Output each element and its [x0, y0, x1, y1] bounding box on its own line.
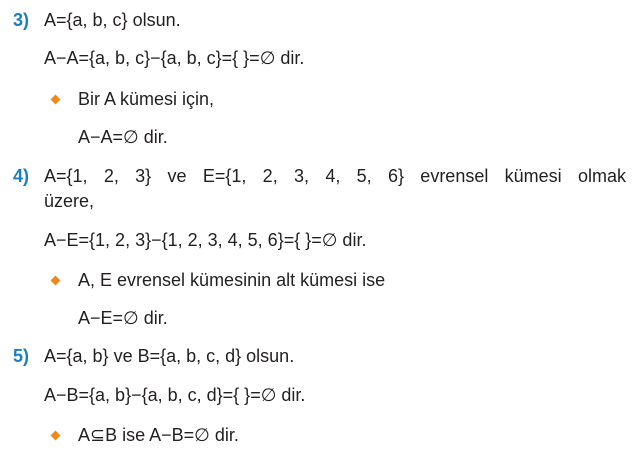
bullet-diamond-icon — [51, 276, 61, 286]
item-statement: A={a, b} ve B={a, b, c, d} olsun. — [44, 346, 295, 366]
item-statement-line-1: A={1, 2, 3} ve E={1, 2, 3, 4, 5, 6} evrensel kümesi olmak — [44, 166, 626, 186]
bullet-diamond-icon — [51, 95, 61, 105]
item-note-result: A−E=∅ dir. — [78, 308, 168, 328]
item-calculation: A−E={1, 2, 3}−{1, 2, 3, 4, 5, 6}={ }=∅ dir. — [44, 230, 367, 250]
item-note: Bir A kümesi için, — [78, 89, 215, 109]
item-number: 3) — [13, 10, 30, 30]
item-note-result: A−A=∅ dir. — [78, 127, 168, 147]
item-note: A⊆B ise A−B=∅ dir. — [78, 425, 239, 445]
item-number: 4) — [13, 166, 30, 186]
item-calculation: A−B={a, b}−{a, b, c, d}={ }=∅ dir. — [44, 385, 306, 405]
item-number: 5) — [13, 346, 30, 366]
item-note: A, E evrensel kümesinin alt kümesi ise — [78, 270, 386, 290]
item-calculation: A−A={a, b, c}−{a, b, c}={ }=∅ dir. — [44, 48, 305, 68]
item-statement-line-2: üzere, — [44, 191, 95, 211]
item-statement: A={a, b, c} olsun. — [44, 10, 181, 30]
bullet-diamond-icon — [51, 431, 61, 441]
